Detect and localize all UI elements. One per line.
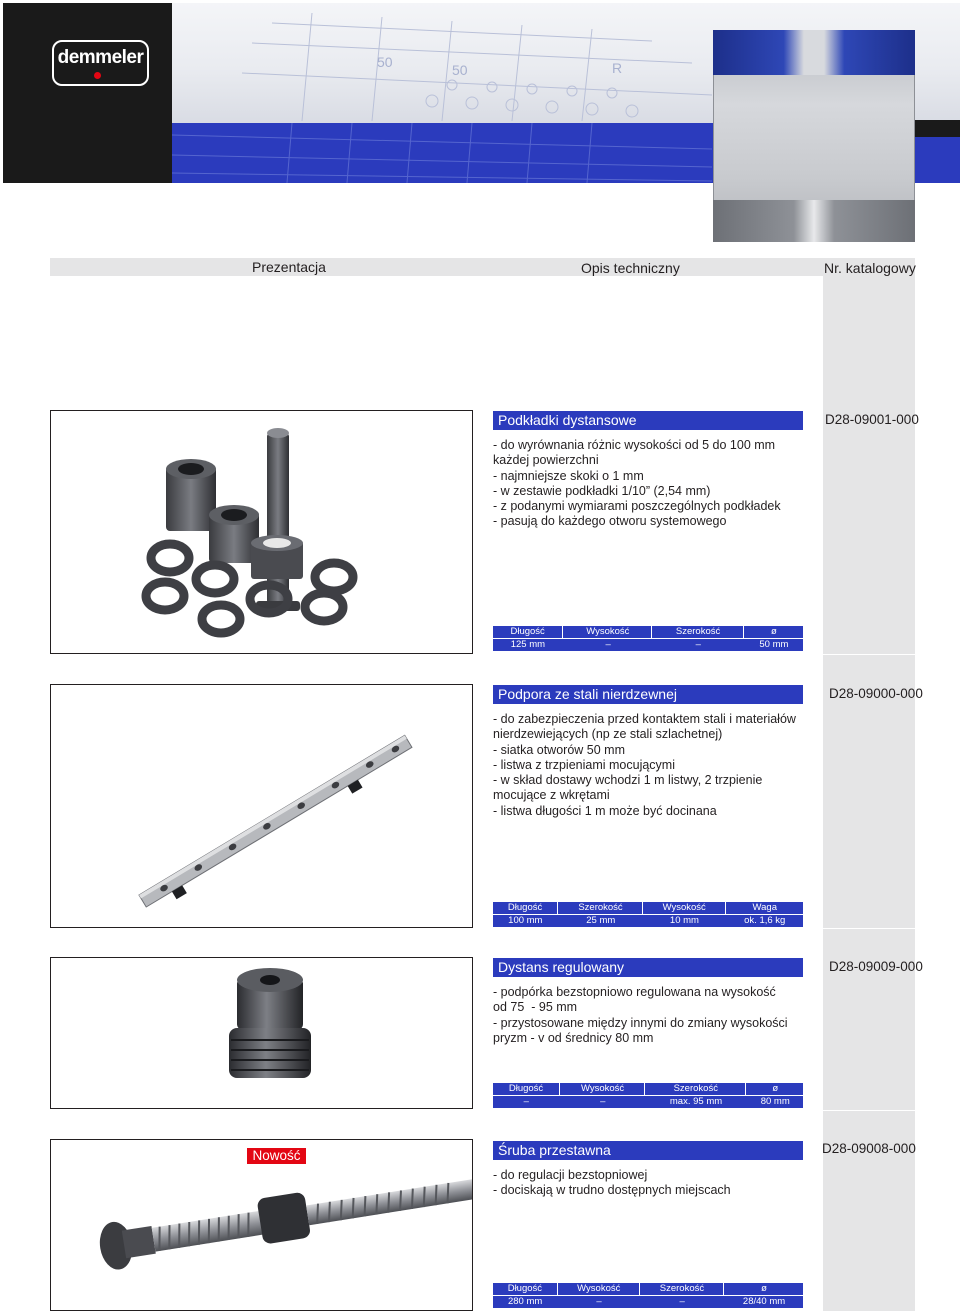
- spec-table: [493, 902, 803, 927]
- adjustable-spacer-image: [51, 958, 472, 1108]
- catalog-number: D28-09001-000: [825, 412, 919, 427]
- spec-header: Wysokość: [564, 626, 652, 639]
- product-image-frame: [50, 1139, 473, 1311]
- stainless-rail-image: [51, 685, 472, 927]
- spec-value: 28/40 mm: [742, 1296, 786, 1307]
- column-heading-bar: [50, 258, 823, 276]
- spec-value: 125 mm: [510, 639, 546, 650]
- column-heading-presentation: Prezentacja: [252, 259, 326, 275]
- new-badge: Nowość: [247, 1148, 306, 1164]
- spec-header: Długość: [493, 1083, 560, 1096]
- column-heading-description: Opis techniczny: [581, 260, 680, 276]
- product-description: - podpórka bezstopniowo regulowana na wysokość od 75 - 95 mm - przystosowane między innymi do zmiany wysokości pryzm - v od średnicy 80 mm: [493, 985, 788, 1045]
- spec-header: Długość: [493, 1283, 557, 1296]
- svg-text:50: 50: [452, 62, 468, 78]
- spacer-washers-image: [51, 411, 472, 653]
- spec-table: [493, 1283, 803, 1308]
- spec-value: –: [523, 1096, 529, 1107]
- spec-table: [493, 1083, 803, 1108]
- product-title: Podpora ze stali nierdzewnej: [493, 685, 803, 704]
- column-separator: [823, 928, 915, 929]
- logo-dot-icon: [94, 72, 101, 79]
- product-title: Dystans regulowany: [493, 958, 803, 977]
- column-separator: [823, 1110, 915, 1111]
- spec-value: max. 95 mm: [669, 1096, 723, 1107]
- svg-text:50: 50: [377, 54, 393, 70]
- spec-value: –: [679, 1296, 685, 1307]
- spec-value: –: [600, 1096, 606, 1107]
- product-description: - do wyrównania różnic wysokości od 5 do 100 mm każdej powierzchni - najmniejsze skoki o 1 mm - w zestawie podkładki 1/10” (2,54 mm) - z podanymi wymiarami poszczególnych podkładek - pasują do każdego otworu systemowego: [493, 438, 781, 529]
- product-image-frame: [50, 410, 473, 654]
- spec-header: Długość: [493, 626, 563, 639]
- header-product-photo-top: [713, 30, 915, 75]
- spec-value: –: [605, 639, 611, 650]
- product-title: Podkładki dystansowe: [493, 411, 803, 430]
- catalog-number: D28-09009-000: [829, 959, 923, 974]
- spec-header: ø: [745, 626, 803, 639]
- spec-header: Szerokość: [646, 1083, 746, 1096]
- column-heading-catalog-number: Nr. katalogowy: [824, 260, 916, 276]
- spec-header: Wysokość: [559, 1283, 640, 1296]
- spec-header: Szerokość: [559, 902, 642, 915]
- spec-header: Wysokość: [561, 1083, 645, 1096]
- logo-panel: [3, 3, 172, 183]
- product-title: Śruba przestawna: [493, 1141, 803, 1160]
- spec-value: –: [596, 1296, 602, 1307]
- catalog-number: D28-09008-000: [822, 1141, 916, 1156]
- spec-value: 100 mm: [508, 915, 543, 926]
- catalog-number: D28-09000-000: [829, 686, 923, 701]
- spec-header: Wysokość: [644, 902, 725, 915]
- spec-table: [493, 626, 803, 651]
- header-product-photo-bottom: [713, 200, 915, 242]
- spec-header: Waga: [727, 902, 804, 915]
- spec-header: Długość: [493, 902, 558, 915]
- spec-value: 80 mm: [760, 1096, 790, 1107]
- spec-value: 10 mm: [669, 915, 699, 926]
- spec-value: –: [695, 639, 701, 650]
- spec-header: ø: [747, 1083, 803, 1096]
- product-image-frame: [50, 684, 473, 928]
- product-description: - do zabezpieczenia przed kontaktem stali i materiałów nierdzewiejących (np ze stali szlachetnej) - siatka otworów 50 mm - listwa z trzpieniami mocującymi - w skład dostawy wchodzi 1 m listwy, 2 trzpienie mocujące z wkrętami - listwa długości 1 m może być docinana: [493, 712, 796, 818]
- product-image-frame: [50, 957, 473, 1109]
- spec-value: ok. 1,6 kg: [744, 915, 786, 926]
- column-separator: [823, 654, 915, 655]
- spec-value: 50 mm: [759, 639, 789, 650]
- product-description: - do regulacji bezstopniowej - dociskają w trudno dostępnych miejscach: [493, 1168, 731, 1198]
- spec-value: 25 mm: [586, 915, 616, 926]
- logo-text: demmeler: [57, 47, 144, 68]
- adjusting-screw-image: [51, 1140, 472, 1310]
- spec-header: Szerokość: [641, 1283, 724, 1296]
- spec-header: ø: [725, 1283, 803, 1296]
- spec-header: Szerokość: [653, 626, 743, 639]
- svg-text:R: R: [612, 60, 623, 76]
- spec-value: 280 mm: [507, 1296, 543, 1307]
